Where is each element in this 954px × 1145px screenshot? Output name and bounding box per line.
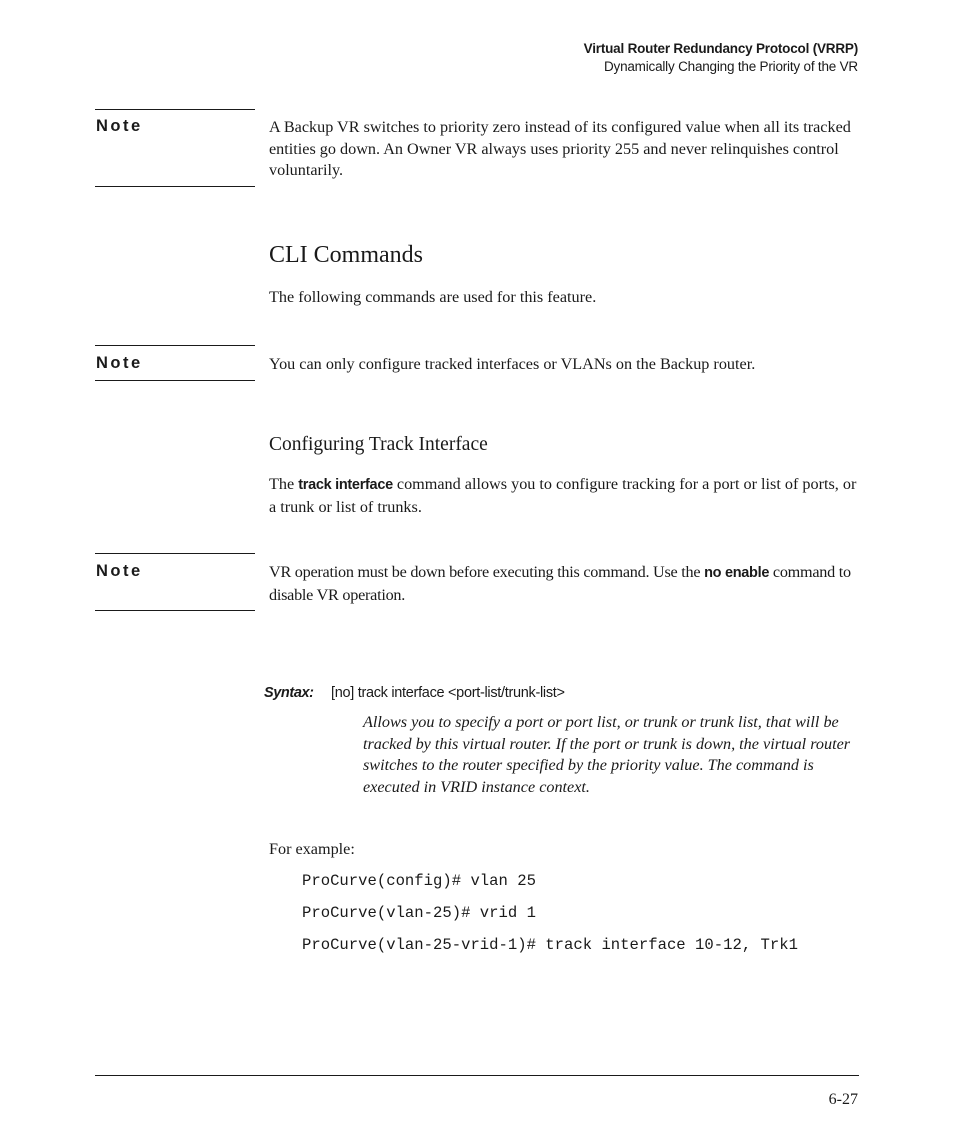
text-run: command to disable VR operation. [269, 563, 851, 604]
note-bottom-rule [95, 380, 255, 381]
section-heading: CLI Commands [269, 242, 423, 268]
example-intro: For example: [269, 840, 355, 858]
syntax-command: [no] track interface <port-list/trunk-list> [331, 685, 565, 701]
inline-command: track interface [298, 477, 393, 493]
subsection-text [269, 474, 861, 518]
running-header-title: Virtual Router Redundancy Protocol (VRRP) [583, 41, 858, 56]
note-top-rule [95, 109, 255, 110]
note-label: Note [96, 117, 143, 135]
note-top-rule [95, 345, 255, 346]
footer-rule [95, 1075, 859, 1076]
note-text: A Backup VR switches to priority zero instead of its configured value when all its tracked entities go down. An Owner VR always uses priority 255 and never relinquishes control voluntarily. [269, 118, 851, 179]
running-header-subtitle: Dynamically Changing the Priority of the VR [603, 59, 858, 74]
code-line: ProCurve(vlan-25-vrid-1)# track interface 10-12, Trk1 [302, 936, 798, 954]
section-intro: The following commands are used for this feature. [269, 288, 597, 306]
text-run: command allows you to configure tracking for a port or list of ports, or a trunk or list of trunks. [269, 475, 857, 516]
page-number: 6-27 [828, 1091, 858, 1108]
note-text [269, 562, 861, 606]
text-run: The [269, 475, 299, 493]
note-top-rule [95, 553, 255, 554]
syntax-description: Allows you to specify a port or port list, or trunk or trunk list, that will be tracked by this virtual router. If the port or trunk is down, the virtual router switches to the router specified by the priority value. The command is executed in VRID instance context. [363, 713, 851, 796]
text-run: VR operation must be down before executing this command. Use the [269, 563, 705, 581]
code-line: ProCurve(config)# vlan 25 [302, 872, 536, 890]
note-text: You can only configure tracked interfaces or VLANs on the Backup router. [269, 355, 756, 373]
note-label: Note [96, 354, 143, 372]
note-label: Note [96, 562, 143, 580]
syntax-label: Syntax: [264, 685, 314, 701]
code-line: ProCurve(vlan-25)# vrid 1 [302, 904, 536, 922]
note-bottom-rule [95, 610, 255, 611]
note-bottom-rule [95, 186, 255, 187]
subsection-heading: Configuring Track Interface [269, 434, 488, 455]
inline-command: no enable [704, 565, 770, 581]
